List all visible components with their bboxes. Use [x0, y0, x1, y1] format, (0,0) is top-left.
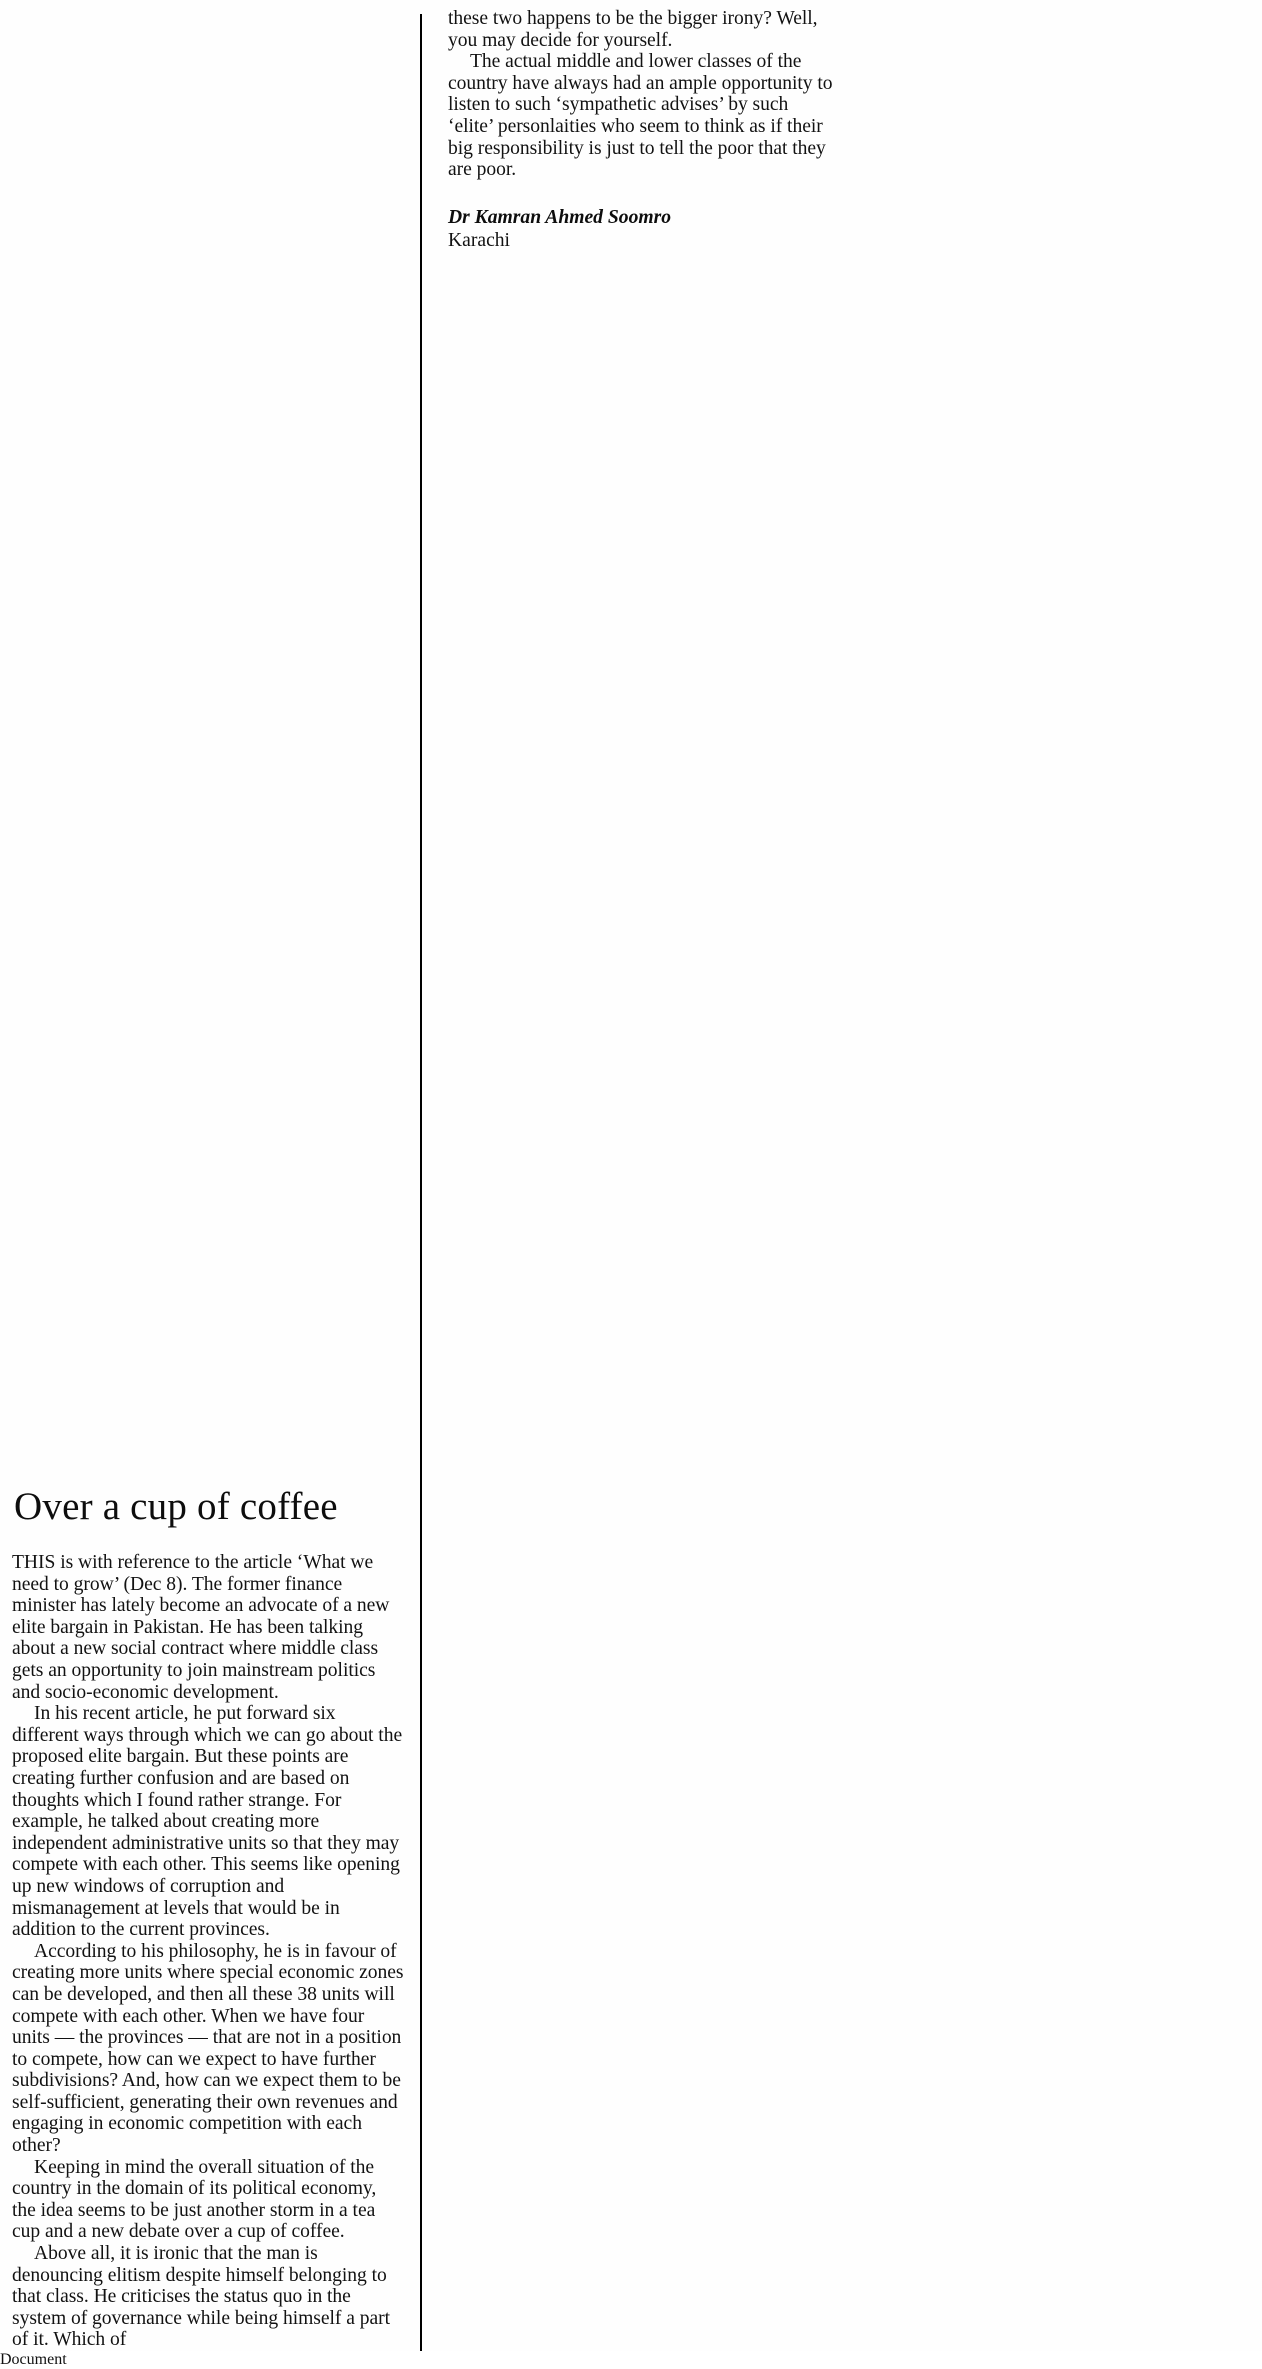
continued-letter-body-text	[448, 8, 836, 181]
signature-author-city: Karachi	[448, 229, 511, 251]
signature-author-name: Dr Kamran Ahmed Soomro	[448, 206, 672, 228]
paragraph: Keeping in mind the overall situation of the country in the domain of its political economy, the idea seems to be just another storm in a tea cup and a new debate over a cup of coffee.	[12, 2156, 377, 2243]
paragraph: THIS is with reference to the article ‘What we need to grow’ (Dec 8). The former finance minister has lately become an advocate of a new elite bargain in Pakistan. He has been talking about a new social contract where middle class gets an opportunity to join mainstream politics and socio-economic development.	[12, 1552, 390, 1703]
paragraph: In his recent article, he put forward six different ways through which we can go about the proposed elite bargain. But these points are creating further confusion and are based on thoughts which I found rather strange. For example, he talked about creating more independent administrative units so that they may compete with each other. This seems like opening up new windows of corruption and mismanagement at levels that would be in addition to the current provinces.	[12, 1703, 403, 1941]
letter-signature	[448, 206, 836, 252]
paragraph: According to his philosophy, he is in favour of creating more units where special economic zones can be developed, and then all these 38 units will compete with each other. When we have four units — the provinces — that are not in a position to compete, how can we expect to have further subdivisions? And, how can we expect them to be self-sufficient, generating their own revenues and engaging in economic competition with each other?	[12, 1940, 404, 2157]
letter-body-text	[12, 1552, 404, 2351]
letter-headline: Over a cup of coffee	[14, 1485, 338, 1529]
paragraph: these two happens to be the bigger irony? Well, you may decide for yourself.	[448, 8, 818, 51]
right-column	[448, 8, 836, 252]
column-divider-rule	[420, 14, 422, 2351]
left-column-content	[12, 1484, 404, 2351]
left-column	[12, 0, 404, 2351]
paragraph: The actual middle and lower classes of the country have always had an ample opportunity to listen to such ‘sympathetic advises’ by such ‘elite’ personlaities who seem to think as if their big responsibility is just to tell the poor that they are poor.	[448, 51, 833, 181]
paragraph: Above all, it is ironic that the man is denouncing elitism despite himself belonging to that class. He criticises the status quo in the system of governance while being himself a part of it. Which of	[12, 2243, 390, 2351]
